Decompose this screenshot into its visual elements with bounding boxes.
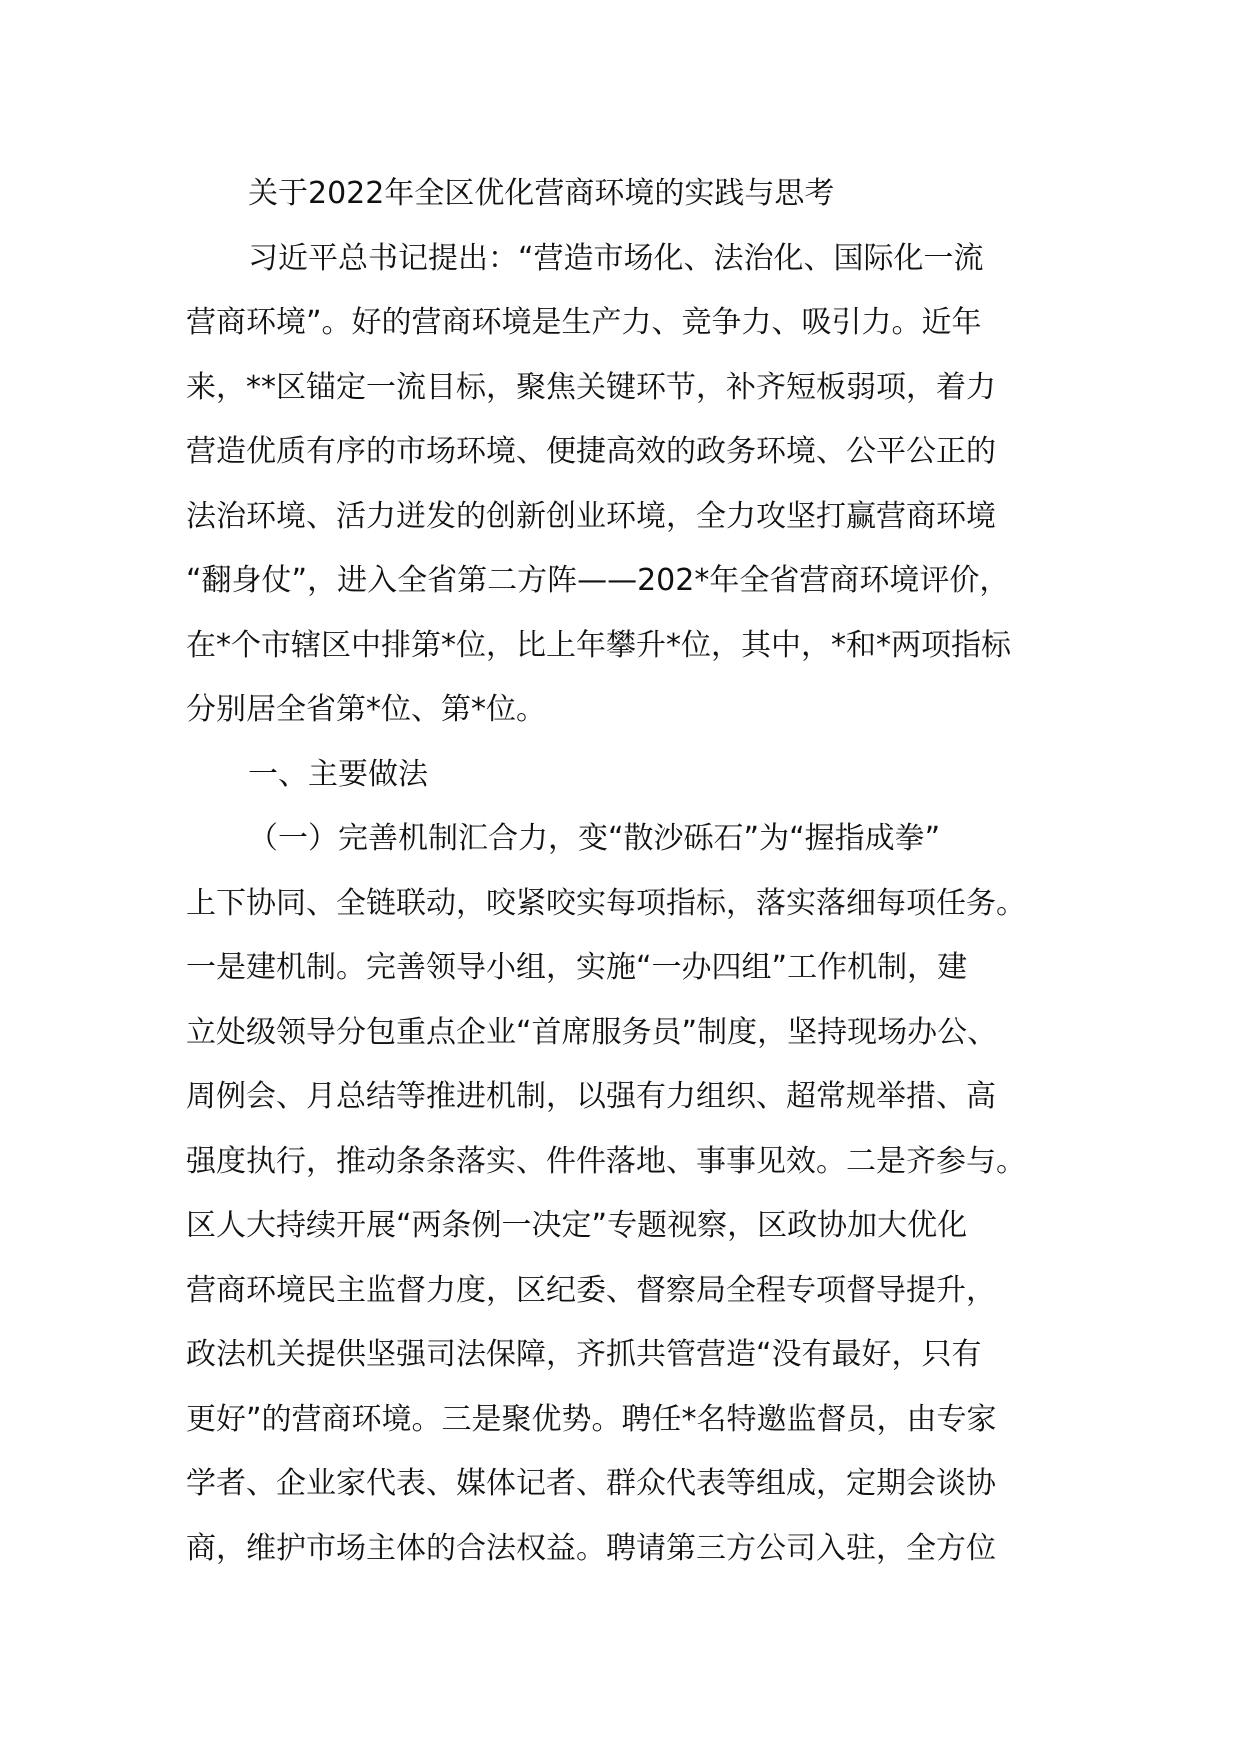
body-line-9: 更好”的营商环境。三是聚优势。聘任*名特邀监督员，由专家 — [186, 1401, 997, 1437]
intro-line-2: 营商环境”。好的营商环境是生产力、竞争力、吸引力。近年 — [186, 305, 982, 340]
intro-line-5: 法治环境、活力迸发的创新创业环境，全力攻坚打赢营商环境 — [186, 498, 996, 534]
intro-line-6: “翻身仗”，进入全省第二方阵——202*年全省营商环境评价， — [186, 563, 1010, 598]
intro-line-1: 习近平总书记提出：“营造市场化、法治化、国际化一流 — [248, 240, 984, 276]
intro-line-3: 来，**区锚定一流目标，聚焦关键环节，补齐短板弱项，着力 — [186, 369, 996, 405]
body-line-7: 营商环境民主监督力度，区纪委、督察局全程专项督导提升， — [186, 1272, 996, 1308]
section-heading: 一、主要做法 — [248, 756, 428, 792]
body-line-11: 商，维护市场主体的合法权益。聘请第三方公司入驻，全方位 — [186, 1530, 996, 1566]
body-line-3: 立处级领导分包重点企业“首席服务员”制度，坚持现场办公、 — [186, 1014, 998, 1050]
body-line-1: 上下协同、全链联动，咬紧咬实每项指标，落实落细每项任务。 — [186, 885, 1026, 921]
body-line-10: 学者、企业家代表、媒体记者、群众代表等组成，定期会谈协 — [186, 1466, 996, 1501]
body-line-5: 强度执行，推动条条落实、件件落地、事事见效。二是齐参与。 — [186, 1143, 1026, 1179]
body-line-8: 政法机关提供坚强司法保障，齐抓共管营造“没有最好，只有 — [186, 1337, 982, 1372]
document-title: 关于2022年全区优化营商环境的实践与思考 — [248, 176, 835, 211]
body-line-2: 一是建机制。完善领导小组，实施“一办四组”工作机制，建 — [186, 950, 968, 985]
intro-line-8: 分别居全省第*位、第*位。 — [186, 692, 546, 727]
body-line-4: 周例会、月总结等推进机制，以强有力组织、超常规举措、高 — [186, 1079, 996, 1114]
subsection-heading: （一）完善机制汇合力，变“散沙砾石”为“握指成拳” — [248, 821, 941, 856]
document-body — [186, 162, 1086, 1581]
intro-line-4: 营造优质有序的市场环境、便捷高效的政务环境、公平公正的 — [186, 434, 996, 469]
body-line-6: 区人大持续开展“两条例一决定”专题视察，区政协加大优化 — [186, 1208, 968, 1243]
intro-line-7: 在*个市辖区中排第*位，比上年攀升*位，其中，*和*两项指标 — [186, 627, 1011, 663]
